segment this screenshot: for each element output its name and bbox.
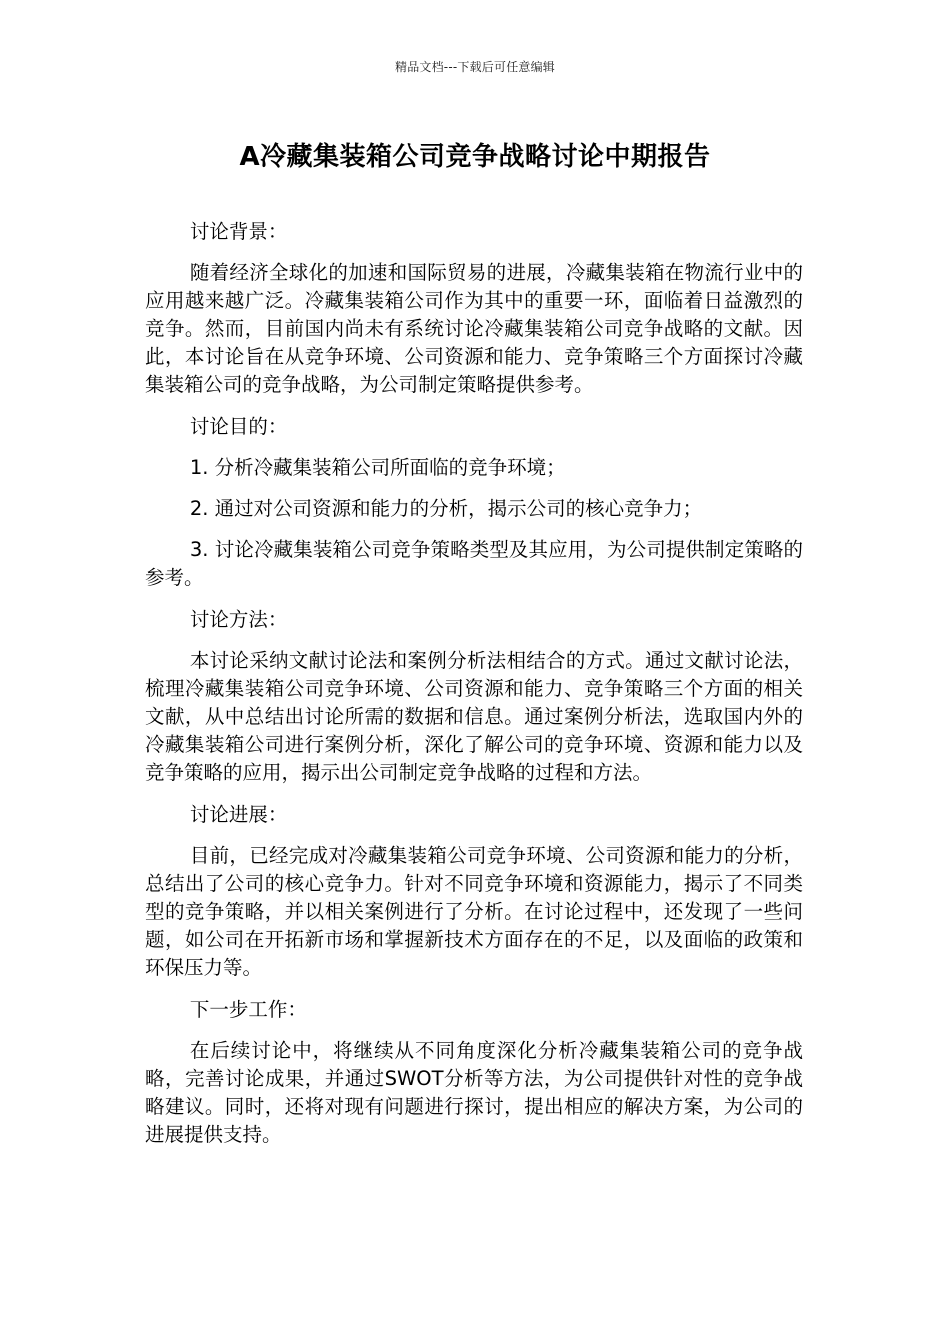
purpose-item-2: 2. 通过对公司资源和能力的分析，揭示公司的核心竞争力； bbox=[189, 497, 703, 520]
paragraph-background: 随着经济全球化的加速和国际贸易的进展，冷藏集装箱在物流行业中的应用越来越广泛。冷藏集装箱公司作为其中的重要一环，面临着日益激烈的竞争。然而，目前国内尚未有系统讨论冷藏集装箱公司竞争战略的文献。因此，本讨论旨在从竞争环境、公司资源和能力、竞争策略三个方面探讨冷藏集装箱公司的竞争战略，为公司制定策略提供参考。 bbox=[145, 261, 803, 396]
section-label-method: 讨论方法： bbox=[189, 608, 288, 631]
section-label-next-steps: 下一步工作： bbox=[189, 998, 307, 1021]
section-label-background: 讨论背景： bbox=[189, 220, 288, 243]
document-title: A冷藏集装箱公司竞争战略讨论中期报告 bbox=[239, 142, 711, 172]
section-label-purpose: 讨论目的： bbox=[189, 415, 288, 438]
paragraph-method: 本讨论采纳文献讨论法和案例分析法相结合的方式。通过文献讨论法，梳理冷藏集装箱公司竞争环境、公司资源和能力、竞争策略三个方面的相关文献，从中总结出讨论所需的数据和信息。通过案例分析法，选取国内外的冷藏集装箱公司进行案例分析，深化了解公司的竞争环境、资源和能力以及竞争策略的应用，揭示出公司制定竞争战略的过程和方法。 bbox=[145, 649, 803, 784]
paragraph-progress: 目前，已经完成对冷藏集装箱公司竞争环境、公司资源和能力的分析，总结出了公司的核心竞争力。针对不同竞争环境和资源能力，揭示了不同类型的竞争策略，并以相关案例进行了分析。在讨论过程中，还发现了一些问题，如公司在开拓新市场和掌握新技术方面存在的不足，以及面临的政策和环保压力等。 bbox=[145, 844, 803, 979]
purpose-item-3: 3. 讨论冷藏集装箱公司竞争策略类型及其应用，为公司提供制定策略的参考。 bbox=[145, 538, 803, 589]
paragraph-next-steps: 在后续讨论中，将继续从不同角度深化分析冷藏集装箱公司的竞争战略，完善讨论成果，并通过SWOT分析等方法，为公司提供针对性的竞争战略建议。同时，还将对现有问题进行探讨，提出相应的解决方案，为公司的进展提供支持。 bbox=[145, 1039, 803, 1146]
document-body bbox=[145, 218, 803, 1163]
section-label-progress: 讨论进展： bbox=[189, 803, 288, 826]
page-header: 精品文档---下载后可任意编辑 bbox=[395, 60, 555, 74]
purpose-item-1: 1. 分析冷藏集装箱公司所面临的竞争环境； bbox=[189, 456, 566, 479]
